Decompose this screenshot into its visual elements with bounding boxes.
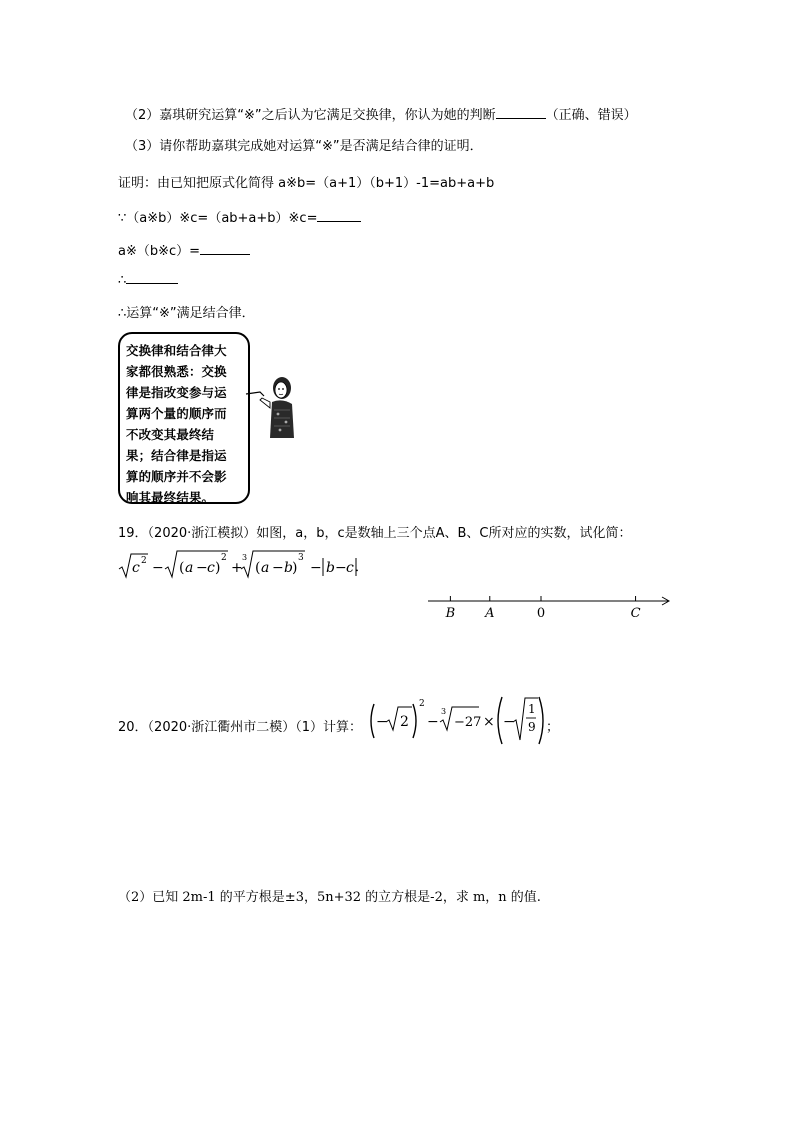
number-line [420,590,676,626]
svg-text:1: 1 [528,702,536,716]
svg-text:b: b [326,560,335,576]
svg-text:+: + [231,560,243,576]
svg-text:(: ( [255,560,261,576]
q18-part3: （3）请你帮助嘉琪完成她对运算“※”是否满足结合律的证明． [125,139,483,154]
q19-stem: 19．（2020·浙江模拟）如图，a，b，c是数轴上三个点A、B、C所对应的实数，试化简： [118,526,632,541]
svg-text:−: − [376,714,388,730]
svg-text:−: − [152,560,164,576]
speech-line: 家都很熟悉：交换 [126,364,227,379]
proof-step-3-text: ∴ [118,273,127,288]
svg-text:c: c [132,560,140,576]
q20-stem: 20．（2020·浙江衢州市二模）（1）计算： [118,720,363,735]
proof-step-1-text: ∵（a※b）※c=（ab+a+b）※c= [118,211,318,226]
answer-blank[interactable] [317,209,361,222]
q20-expression-end: ； [546,720,560,735]
proof-step-3 [118,271,178,288]
svg-text:2: 2 [221,553,227,563]
speech-line: 交换律和结合律大 [126,343,227,358]
svg-text:3: 3 [441,707,447,716]
answer-blank[interactable] [496,106,546,119]
answer-blank[interactable] [126,271,178,284]
q18-part2-options: （正确、错误） [545,108,637,123]
svg-text:−: − [335,560,347,576]
svg-text:3: 3 [298,553,304,563]
speech-line: 算两个量的顺序而 [126,406,227,421]
speech-line: 不改变其最终结 [126,427,215,442]
svg-text:2: 2 [419,699,425,709]
q20-expression [368,694,546,746]
speech-line: 律是指改变参与运 [126,385,227,400]
svg-text:(: ( [179,560,185,576]
svg-text:): ) [215,560,221,576]
svg-text:b: b [284,560,293,576]
svg-text:−: − [427,714,439,730]
svg-text:2: 2 [141,556,147,566]
svg-text:a: a [261,560,270,576]
q19-expression [118,548,368,582]
cube-radicand: −27 [454,715,482,730]
proof-conclusion: ∴运算“※”满足结合律． [118,306,255,321]
svg-text:3: 3 [242,553,248,562]
q20-part2: （2）已知 2m-1 的平方根是±3，5n+32 的立方根是-2，求 m，n 的值. [118,890,541,905]
q18-part2-text: （2）嘉琪研究运算“※”之后认为它满足交换律，你认为她的判断 [125,108,496,123]
proof-step-2 [118,240,250,259]
proof-step-2-text: a※（b※c）= [118,244,201,259]
svg-text:a: a [185,560,194,576]
svg-text:−: − [272,560,284,576]
svg-text:−: − [503,714,515,730]
speech-line: 响其最终结果。 [126,490,215,505]
svg-text:c: c [207,560,215,576]
svg-text:−: − [310,560,322,576]
proof-step-1 [118,207,361,226]
speech-bubble [118,332,250,504]
number-line-label: 0 [536,606,546,621]
speech-line: 果；结合律是指运 [126,448,227,463]
svg-text:9: 9 [528,720,536,734]
svg-text:): ) [292,560,298,576]
svg-text:2: 2 [400,714,409,730]
teacher-illustration [244,372,304,442]
number-line-label: C [630,606,641,621]
answer-blank[interactable] [200,242,250,255]
svg-text:×: × [483,714,495,730]
q19-expression-end: ． [355,560,369,575]
svg-text:−: − [196,560,208,576]
number-line-label: A [485,606,495,621]
proof-intro: 证明：由已知把原式化简得 a※b=（a+1）（b+1）-1=ab+a+b [118,176,495,191]
number-line-label: B [445,606,456,621]
speech-line: 算的顺序并不会影 [126,469,227,484]
q18-part2 [125,104,637,123]
svg-text:c: c [346,560,354,576]
